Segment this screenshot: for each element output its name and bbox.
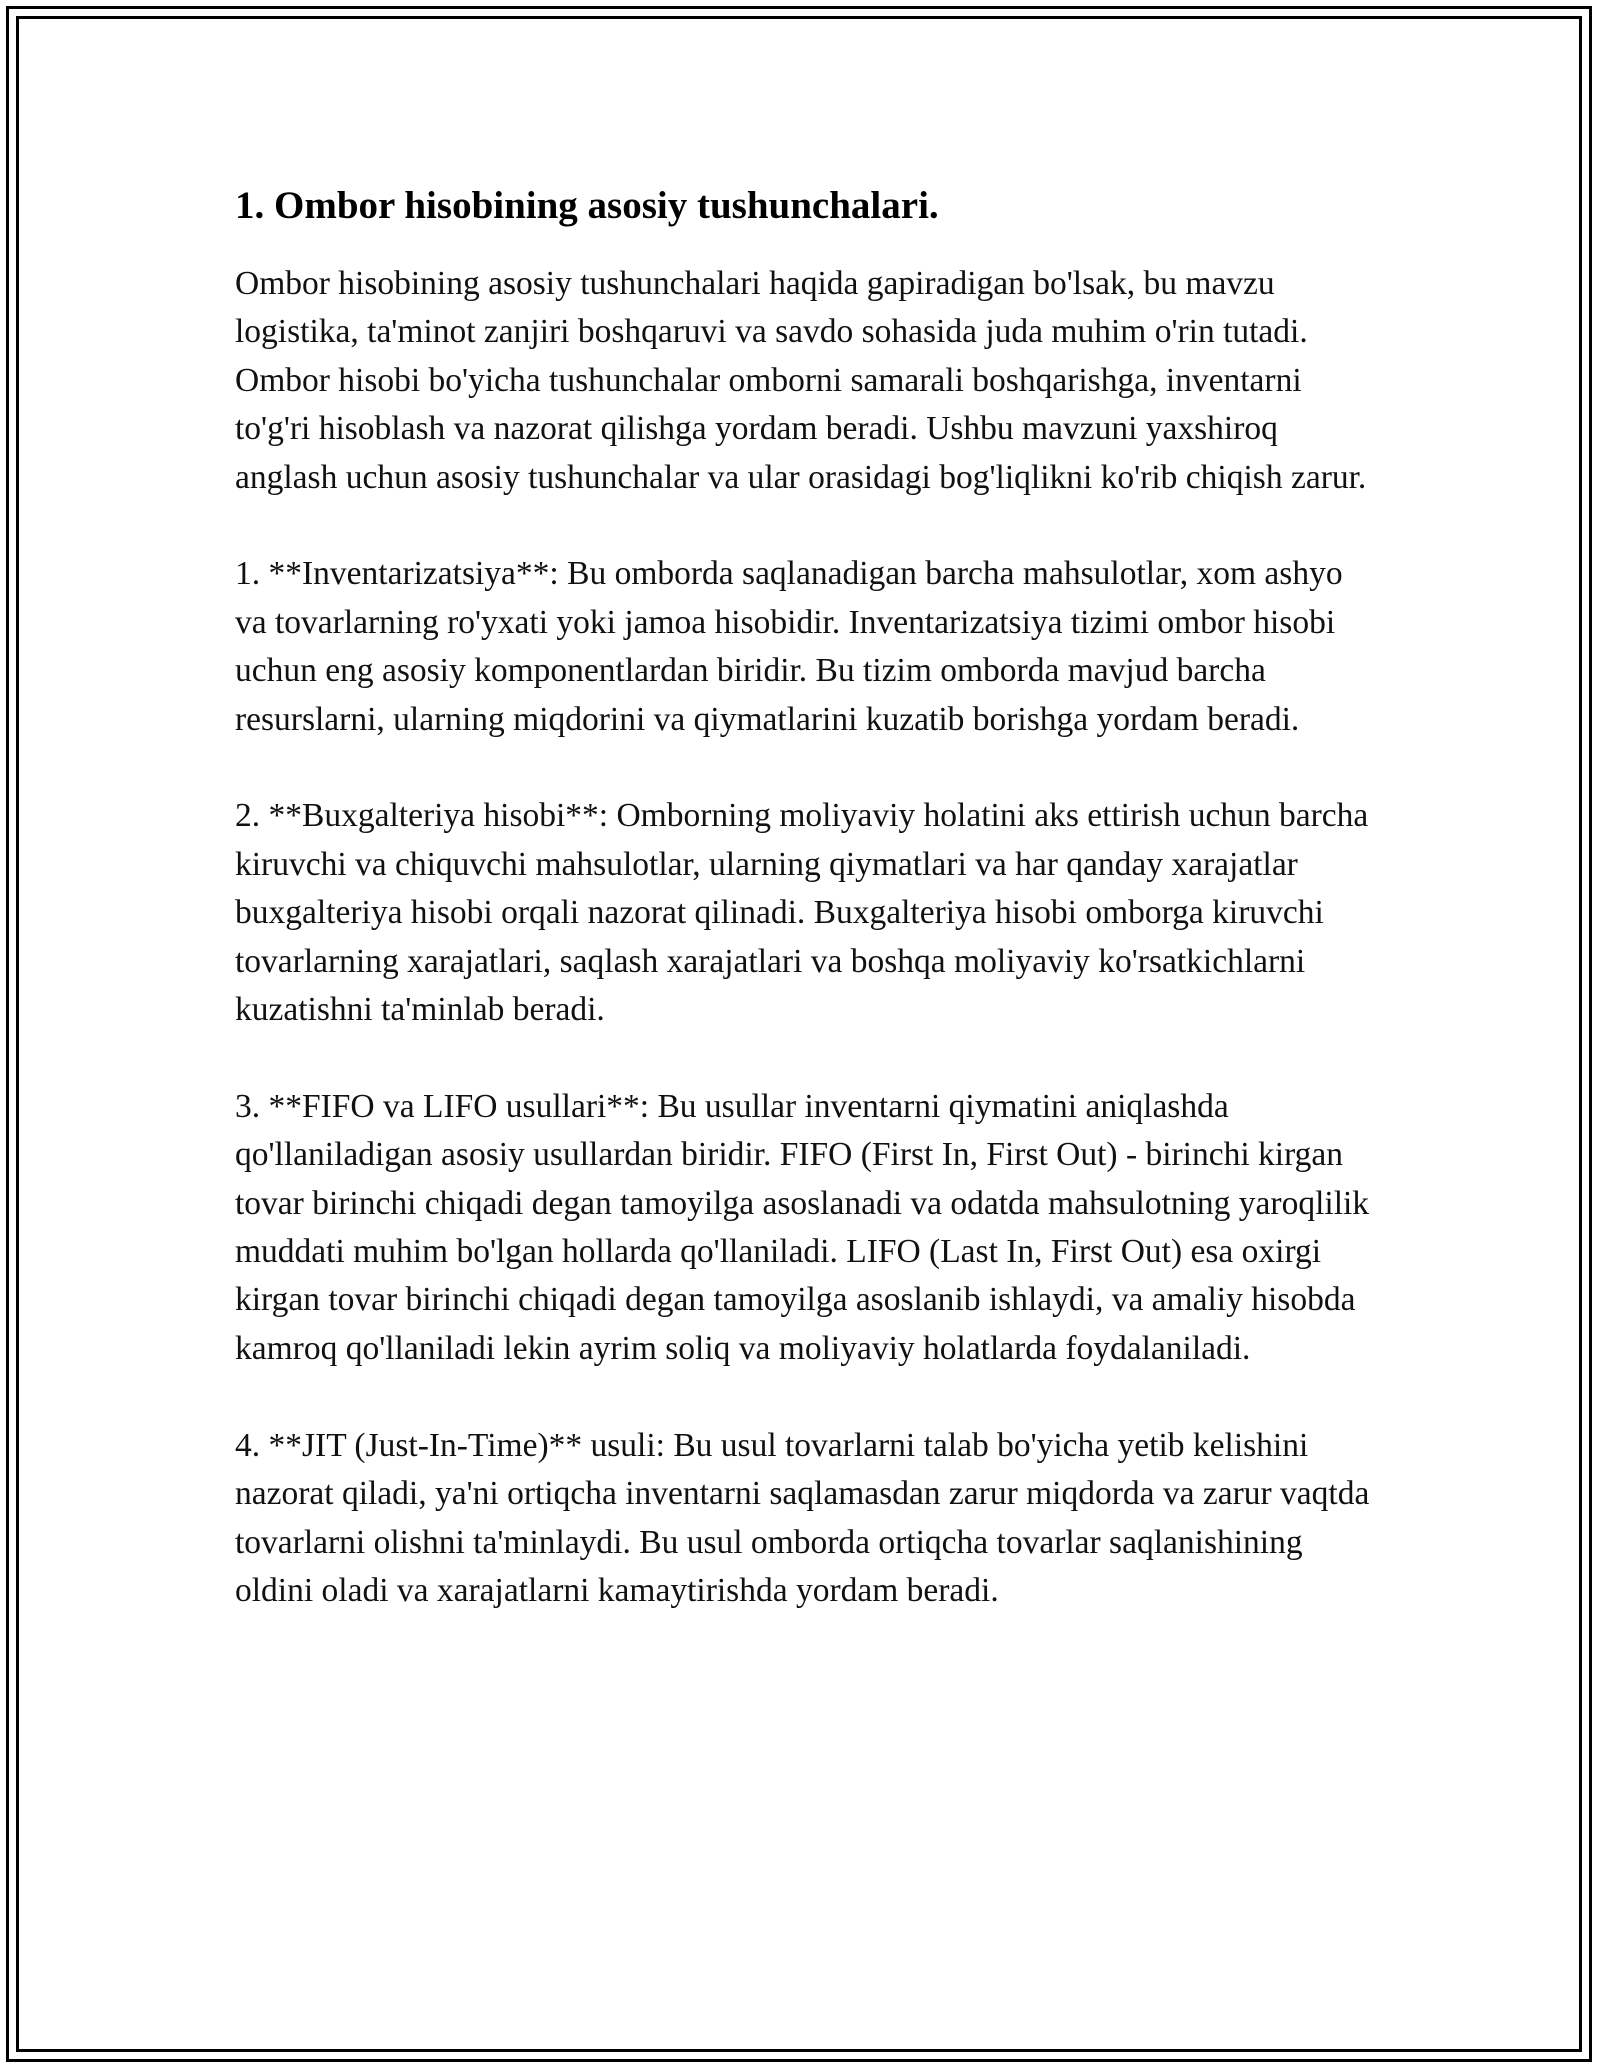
paragraph-fifo-lifo: 3. **FIFO va LIFO usullari**: Bu usullar inventarni qiymatini aniqlashda qo'llaniladigan asosiy usullardan biridir. FIFO (First In, First Out) - birinchi kirgan tovar birinchi chiqadi degan tamoyilga asoslanadi va odatda mahsulotning yaroqlilik muddati muhim bo'lgan hollarda qo'llaniladi. LIFO (Last In, First Out) esa oxirgi kirgan tovar birinchi chiqadi degan tamoyilga asoslanib ishlaydi, va amaliy hisobda kamroq qo'llaniladi lekin ayrim soliq va moliyaviy holatlarda foydalaniladi. <box>235 1087 1370 1367</box>
paragraph-inventarizatsiya: 1. **Inventarizatsiya**: Bu omborda saqlanadigan barcha mahsulotlar, xom ashyo va tovarlarning ro'yxati yoki jamoa hisobidir. Inventarizatsiya tizimi ombor hisobi uchun eng asosiy komponentlardan biridir. Bu tizim omborda mavjud barcha resurslarni, ularning miqdorini va qiymatlarini kuzatib borishga yordam beradi. <box>235 555 1343 738</box>
document-body <box>235 182 1370 1664</box>
section-heading: 1. Ombor hisobining asosiy tushunchalari. <box>235 184 939 227</box>
intro-paragraph: Ombor hisobining asosiy tushunchalari haqida gapiradigan bo'lsak, bu mavzu logistika, ta'minot zanjiri boshqaruvi va savdo sohasida juda muhim o'rin tutadi. Ombor hisobi bo'yicha tushunchalar omborni samarali boshqarishga, inventarni to'g'ri hisoblash va nazorat qilishga yordam beradi. Ushbu mavzuni yaxshiroq anglash uchun asosiy tushunchalar va ular orasidagi bog'liqlikni ko'rib chiqish zarur. <box>235 265 1367 496</box>
paragraph-buxgalteriya-hisobi: 2. **Buxgalteriya hisobi**: Omborning moliyaviy holatini aks ettirish uchun barcha kiruvchi va chiquvchi mahsulotlar, ularning qiymatlari va har qanday xarajatlar buxgalteriya hisobi orqali nazorat qilinadi. Buxgalteriya hisobi omborga kiruvchi tovarlarning xarajatlari, saqlash xarajatlari va boshqa moliyaviy ko'rsatkichlarni kuzatishni ta'minlab beradi. <box>235 797 1369 1029</box>
paragraph-jit: 4. **JIT (Just-In-Time)** usuli: Bu usul tovarlarni talab bo'yicha yetib kelishini nazorat qiladi, ya'ni ortiqcha inventarni saqlamasdan zarur miqdorda va zarur vaqtda tovarlarni olishni ta'minlaydi. Bu usul omborda ortiqcha tovarlar saqlanishining oldini oladi va xarajatlarni kamaytirishda yordam beradi. <box>235 1426 1370 1609</box>
